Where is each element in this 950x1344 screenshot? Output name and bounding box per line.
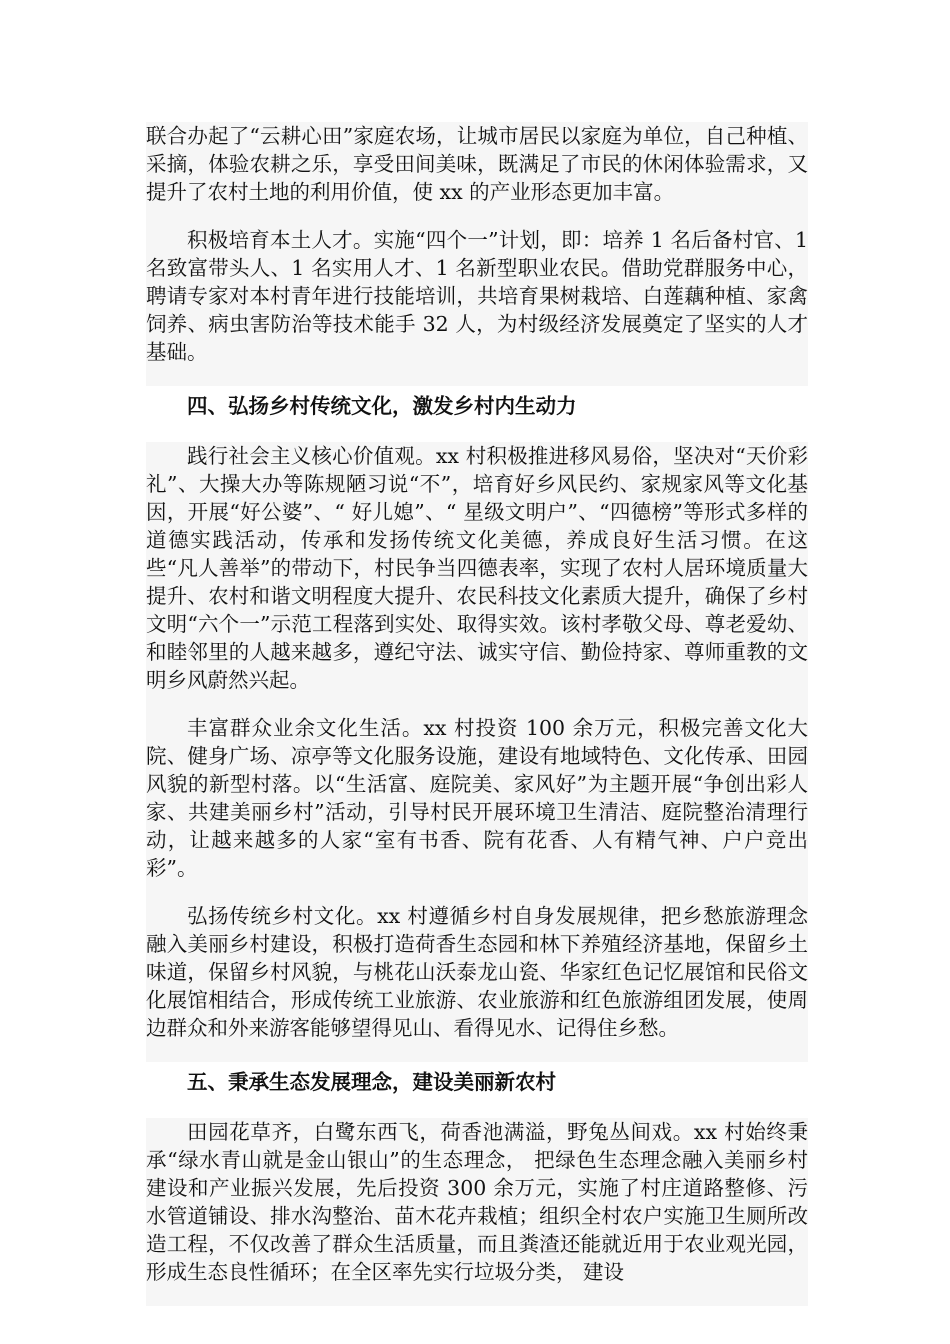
document-body <box>146 122 808 1306</box>
paragraph-core-values: 践行社会主义核心价值观。xx 村积极推进移风易俗，坚决对“天价彩礼”、大操大办等陈规陋习说“不”，培育好乡风民约、家规家风等文化基因，开展“好公婆”、“ 好儿媳”、“ 星级文明户”、“四德榜”等形式多样的道德实践活动，传承和发扬传统文化美德，养成良好生活习惯。在这些“凡人善举”的带动下，村民争当四德表率，实现了农村人居环境质量大提升、农村和谐文明程度大提升、农民科技文化素质大提升，确保了乡村文明“六个一”示范工程落到实处、取得实效。该村孝敬父母、尊老爱幼、和睦邻里的人越来越多，遵纪守法、诚实守信、勤俭持家、尊师重教的文明乡风蔚然兴起。 <box>146 442 808 714</box>
paragraph-talent-cultivation: 积极培育本土人才。实施“四个一”计划，即：培养 1 名后备村官、1 名致富带头人、1 名实用人才、1 名新型职业农民。借助党群服务中心，聘请专家对本村青年进行技能培训，共培育果树栽培、白莲藕种植、家禽饲养、病虫害防治等技术能手 32 人，为村级经济发展奠定了坚实的人才基础。 <box>146 226 808 386</box>
section-heading-ecology: 五、秉承生态发展理念，建设美丽新农村 <box>146 1062 808 1118</box>
section-heading-culture: 四、弘扬乡村传统文化，激发乡村内生动力 <box>146 386 808 442</box>
paragraph-farm-continuation: 联合办起了“云耕心田”家庭农场，让城市居民以家庭为单位，自己种植、采摘，体验农耕之乐，享受田间美味，既满足了市民的休闲体验需求，又提升了农村土地的利用价值，使 xx 的产业形态更加丰富。 <box>146 122 808 226</box>
paragraph-traditional-culture: 弘扬传统乡村文化。xx 村遵循乡村自身发展规律，把乡愁旅游理念融入美丽乡村建设，积极打造荷香生态园和林下养殖经济基地，保留乡土味道，保留乡村风貌，与桃花山沃泰龙山瓷、华家红色记忆展馆和民俗文化展馆相结合，形成传统工业旅游、农业旅游和红色旅游组团发展，使周边群众和外来游客能够望得见山、看得见水、记得住乡愁。 <box>146 902 808 1062</box>
paragraph-cultural-life: 丰富群众业余文化生活。xx 村投资 100 余万元，积极完善文化大院、健身广场、凉亭等文化服务设施，建设有地域特色、文化传承、田园风貌的新型村落。以“生活富、庭院美、家风好”为主题开展“争创出彩人家、共建美丽乡村”活动，引导村民开展环境卫生清洁、庭院整治清理行动，让越来越多的人家“室有书香、院有花香、人有精气神、户户竞出彩”。 <box>146 714 808 902</box>
paragraph-ecology: 田园花草齐，白鹭东西飞，荷香池满溢，野兔丛间戏。xx 村始终秉承“绿水青山就是金山银山”的生态理念， 把绿色生态理念融入美丽乡村建设和产业振兴发展，先后投资 300 余万元，实施了村庄道路整修、污水管道铺设、排水沟整治、苗木花卉栽植；组织全村农户实施卫生厕所改造工程，不仅改善了群众生活质量，而且粪渣还能就近用于农业观光园，形成生态良性循环；在全区率先实行垃圾分类， 建设 <box>146 1118 808 1306</box>
